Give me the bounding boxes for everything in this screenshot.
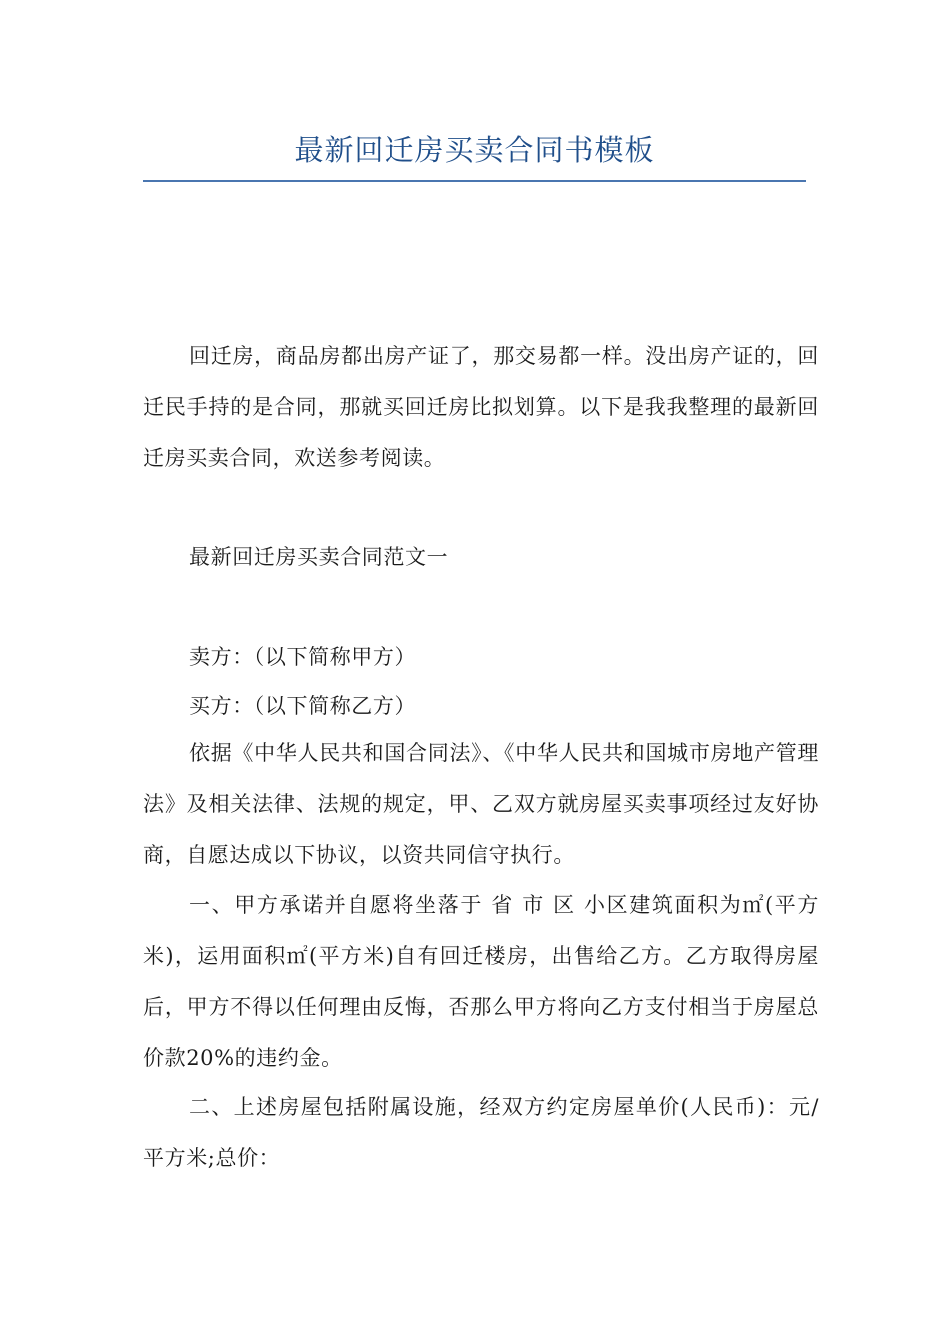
buyer-line: 买方：（以下简称乙方） — [189, 694, 417, 718]
section-heading: 最新回迁房买卖合同范文一 — [189, 545, 449, 569]
seller-line: 卖方：（以下简称甲方） — [189, 645, 417, 669]
document-title: 最新回迁房买卖合同书模板 — [294, 133, 655, 167]
clause-2-paragraph: 二、上述房屋包括附属设施，经双方约定房屋单价(人民币)：元/平方米;总价： — [143, 1095, 819, 1170]
clause-1-paragraph: 一、甲方承诺并自愿将坐落于 省 市 区 小区建筑面积为㎡(平方米)，运用面积㎡(平方米)自有回迁楼房，出售给乙方。乙方取得房屋后，甲方不得以任何理由反悔，否那么甲方将向乙方支付相当于房屋总价款20%的违约金。 — [143, 893, 819, 1070]
intro-paragraph: 回迁房，商品房都出房产证了，那交易都一样。没出房产证的，回迁民手持的是合同，那就买回迁房比拟划算。以下是我我整理的最新回迁房买卖合同，欢送参考阅读。 — [143, 344, 819, 470]
legal-basis-paragraph: 依据《中华人民共和国合同法》、《中华人民共和国城市房地产管理法》及相关法律、法规的规定，甲、乙双方就房屋买卖事项经过友好协商，自愿达成以下协议，以资共同信守执行。 — [143, 741, 819, 867]
title-underline — [143, 180, 806, 182]
